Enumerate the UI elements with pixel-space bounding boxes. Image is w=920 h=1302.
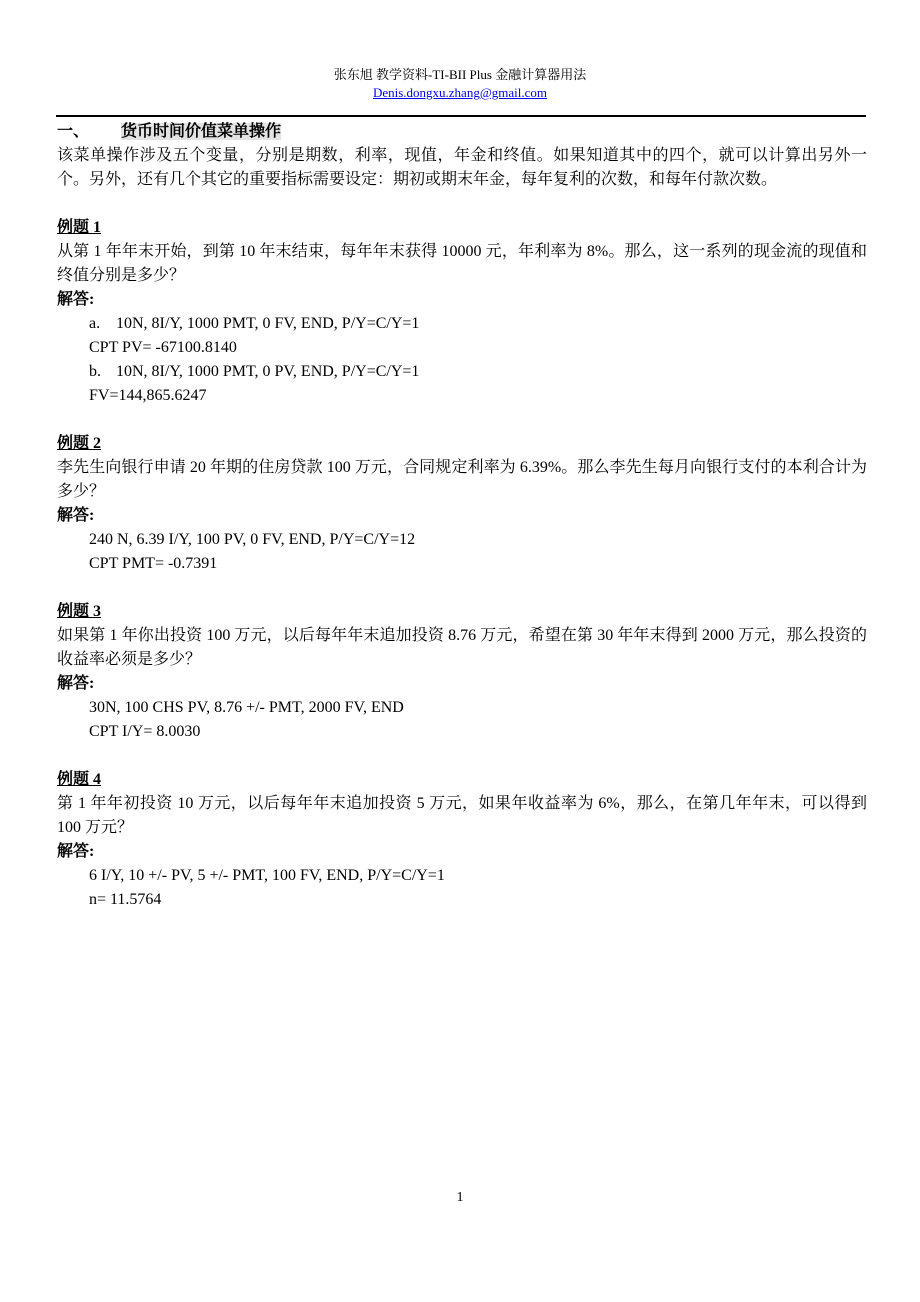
answer-line [57,312,867,336]
answer-line [57,360,867,384]
example-question: 李先生向银行申请 20 年期的住房贷款 100 万元，合同规定利率为 6.39%。那么李先生每月向银行支付的本利合计为多少？ [57,459,867,500]
answer-label: 解答: [57,675,95,692]
answer-line [57,384,867,408]
section-intro: 该菜单操作涉及五个变量，分别是期数，利率，现值，年金和终值。如果知道其中的四个，就可以计算出另外一个。另外，还有几个其它的重要指标需要设定：期初或期末年金，每年复利的次数，和每年付款次数。 [57,147,867,188]
answer-text: CPT PMT= -0.7391 [89,555,218,572]
answer-item-label: a. [89,315,101,332]
example-block [57,432,867,576]
main-content [57,120,867,912]
answer-text: 30N, 100 CHS PV, 8.76 +/- PMT, 2000 FV, END [89,699,404,716]
section-number: 一、 [57,123,90,140]
answer-text: CPT I/Y= 8.0030 [89,723,201,740]
answer-label: 解答: [57,843,95,860]
example-title: 例题 1 [57,219,102,236]
header-rule [56,115,866,117]
example-question: 从第 1 年年末开始，到第 10 年末结束，每年年末获得 10000 元，年利率为 8%。那么，这一系列的现金流的现值和终值分别是多少？ [57,243,867,284]
answer-text: 240 N, 6.39 I/Y, 100 PV, 0 FV, END, P/Y=C/Y=12 [89,531,416,548]
header-title: 张东旭 教学资料-TI-BII Plus 金融计算器用法 [333,67,587,82]
answer-line [57,696,867,720]
page-number: 1 [456,1190,464,1205]
answer-text: n= 11.5764 [89,891,162,908]
answer-line [57,552,867,576]
header-email-link[interactable]: Denis.dongxu.zhang@gmail.com [372,85,548,100]
example-title: 例题 4 [57,771,102,788]
example-question: 如果第 1 年你出投资 100 万元，以后每年年末追加投资 8.76 万元，希望在第 30 年年末得到 2000 万元，那么投资的收益率必须是多少？ [57,627,867,668]
example-block [57,600,867,744]
answer-text: FV=144,865.6247 [89,387,207,404]
answer-item-label: b. [89,363,101,380]
answer-label: 解答: [57,291,95,308]
answer-text: CPT PV= -67100.8140 [89,339,237,356]
example-block [57,216,867,408]
answer-label: 解答: [57,507,95,524]
answer-text: 6 I/Y, 10 +/- PV, 5 +/- PMT, 100 FV, END, P/Y=C/Y=1 [89,867,445,884]
answer-text: 10N, 8I/Y, 1000 PMT, 0 FV, END, P/Y=C/Y=1 [116,315,420,332]
example-block [57,768,867,912]
answer-line [57,888,867,912]
section-heading [57,120,867,144]
example-title: 例题 2 [57,435,102,452]
example-question: 第 1 年年初投资 10 万元，以后每年年末追加投资 5 万元，如果年收益率为 6%，那么，在第几年年末，可以得到 100 万元？ [57,795,867,836]
answer-line [57,720,867,744]
page-header [0,66,920,102]
answer-text: 10N, 8I/Y, 1000 PMT, 0 PV, END, P/Y=C/Y=1 [116,363,420,380]
section-title: 货币时间价值菜单操作 [121,123,282,140]
answer-line [57,528,867,552]
answer-line [57,864,867,888]
answer-line [57,336,867,360]
example-title: 例题 3 [57,603,102,620]
